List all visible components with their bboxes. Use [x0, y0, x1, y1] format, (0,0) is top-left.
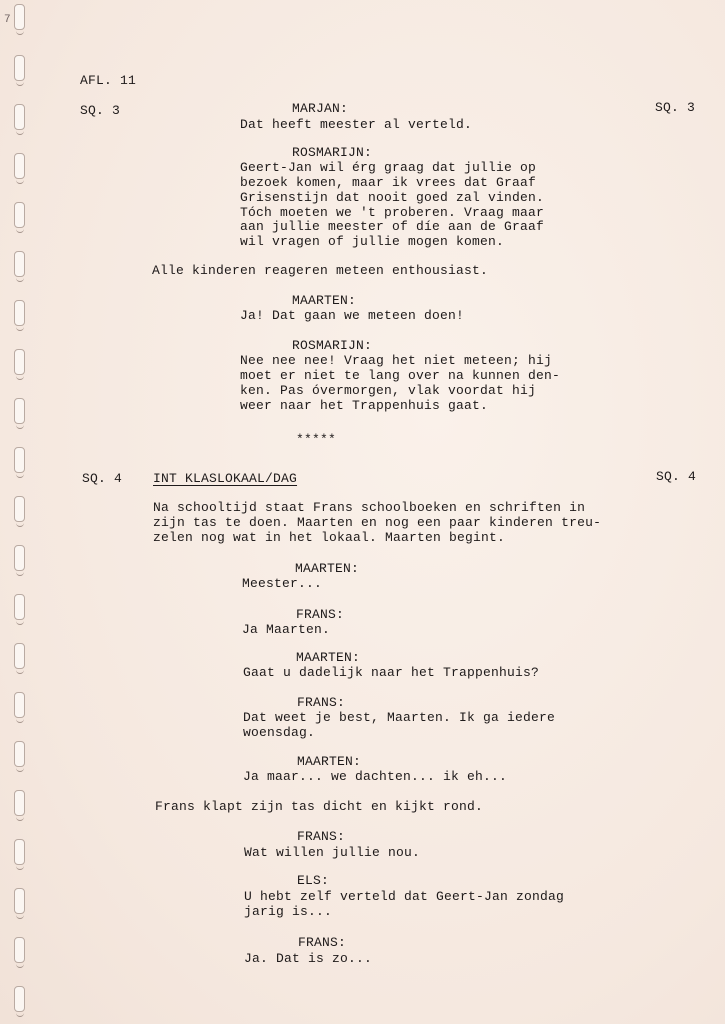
punch-hole: [14, 643, 25, 669]
dialogue-line: Meester...: [242, 576, 323, 591]
dialogue-line: wil vragen of jullie mogen komen.: [240, 234, 505, 249]
punch-hole: [14, 447, 25, 473]
sequence-number-right: SQ. 3: [655, 100, 696, 115]
punch-hole: [14, 4, 25, 30]
character-name: ROSMARIJN:: [292, 338, 373, 353]
action-line: Alle kinderen reageren meteen enthousiast.: [152, 263, 489, 278]
punch-hole: [14, 153, 25, 179]
punch-hole: [14, 888, 25, 914]
sequence-number-right: SQ. 4: [656, 469, 697, 484]
character-name: FRANS:: [297, 695, 346, 710]
punch-hole: [14, 545, 25, 571]
action-line: zelen nog wat in het lokaal. Maarten begint.: [153, 530, 506, 545]
character-name: ROSMARIJN:: [292, 145, 373, 160]
punch-hole: [14, 839, 25, 865]
character-name: ELS:: [297, 873, 330, 888]
character-name: MAARTEN:: [295, 561, 360, 576]
punch-hole: [14, 741, 25, 767]
scene-break-asterisks: *****: [296, 432, 337, 447]
dialogue-line: Dat heeft meester al verteld.: [240, 117, 473, 132]
punch-hole: [14, 55, 25, 81]
punch-hole: [14, 986, 25, 1012]
character-name: FRANS:: [296, 607, 345, 622]
dialogue-line: Ja Maarten.: [242, 622, 331, 637]
character-name: MAARTEN:: [296, 650, 361, 665]
sequence-number-left: SQ. 4: [82, 471, 123, 486]
punch-hole: [14, 104, 25, 130]
dialogue-line: Dat weet je best, Maarten. Ik ga iedere: [243, 710, 556, 725]
punch-hole: [14, 202, 25, 228]
character-name: MARJAN:: [292, 101, 349, 116]
dialogue-line: Wat willen jullie nou.: [244, 845, 421, 860]
punch-hole: [14, 790, 25, 816]
dialogue-line: weer naar het Trappenhuis gaat.: [240, 398, 489, 413]
action-line: zijn tas te doen. Maarten en nog een paar kinderen treu-: [153, 515, 602, 530]
punch-hole: [14, 251, 25, 277]
dialogue-line: Nee nee nee! Vraag het niet meteen; hij: [240, 353, 553, 368]
dialogue-line: Tóch moeten we 't proberen. Vraag maar: [240, 205, 545, 220]
dialogue-line: U hebt zelf verteld dat Geert-Jan zondag: [244, 889, 565, 904]
punch-hole: [14, 496, 25, 522]
dialogue-line: ken. Pas óvermorgen, vlak voordat hij: [240, 383, 537, 398]
dialogue-line: woensdag.: [243, 725, 316, 740]
punch-hole: [14, 300, 25, 326]
dialogue-line: Gaat u dadelijk naar het Trappenhuis?: [243, 665, 540, 680]
dialogue-line: Geert-Jan wil érg graag dat jullie op: [240, 160, 537, 175]
dialogue-line: Ja maar... we dachten... ik eh...: [243, 769, 508, 784]
scene-heading: INT KLASLOKAAL/DAG: [153, 471, 298, 486]
dialogue-line: jarig is...: [244, 904, 333, 919]
character-name: MAARTEN:: [297, 754, 362, 769]
punch-hole: [14, 692, 25, 718]
dialogue-line: Ja. Dat is zo...: [244, 951, 373, 966]
episode-label: AFL. 11: [80, 73, 137, 88]
character-name: FRANS:: [298, 935, 347, 950]
punch-hole: [14, 594, 25, 620]
punch-hole: [14, 349, 25, 375]
punch-hole: [14, 937, 25, 963]
corner-mark: 7: [4, 14, 11, 26]
dialogue-line: aan jullie meester of díe aan de Graaf: [240, 219, 545, 234]
binder-holes: [8, 0, 30, 1024]
action-line: Na schooltijd staat Frans schoolboeken en schriften in: [153, 500, 586, 515]
action-line: Frans klapt zijn tas dicht en kijkt rond.: [155, 799, 484, 814]
punch-hole: [14, 398, 25, 424]
sequence-number-left: SQ. 3: [80, 103, 121, 118]
character-name: MAARTEN:: [292, 293, 357, 308]
dialogue-line: bezoek komen, maar ik vrees dat Graaf: [240, 175, 537, 190]
dialogue-line: Ja! Dat gaan we meteen doen!: [240, 308, 465, 323]
dialogue-line: moet er niet te lang over na kunnen den-: [240, 368, 561, 383]
character-name: FRANS:: [297, 829, 346, 844]
dialogue-line: Grisenstijn dat nooit goed zal vinden.: [240, 190, 545, 205]
